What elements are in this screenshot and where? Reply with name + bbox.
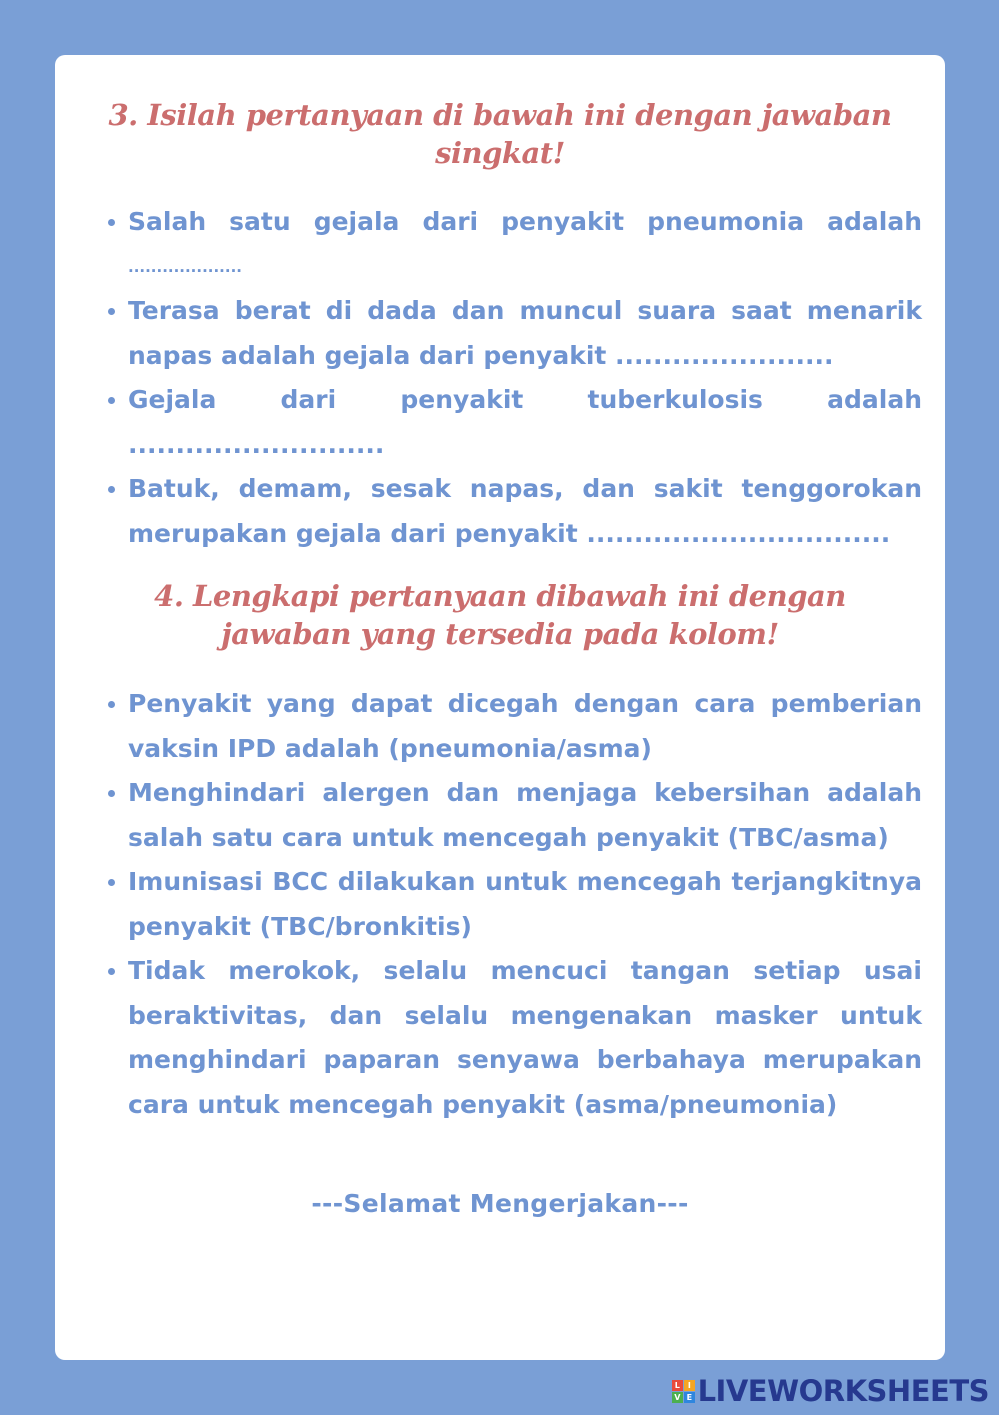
question-text: Terasa berat di dada dan muncul suara saat menarik [128,296,922,325]
question-text-with-blank[interactable]: merupakan gejala dari penyakit ................................ [128,518,891,548]
answer-blank[interactable]: .................... [128,257,242,276]
liveworksheets-brand [672,1374,989,1408]
question-text: beraktivitas, dan selalu mengenakan masker untuk [128,1000,922,1030]
question-item [128,289,922,378]
question-text: Penyakit yang dapat dicegah dengan cara pemberian [128,689,922,718]
section-4-question-list [105,682,922,1127]
section-4-heading-line-2: jawaban yang tersedia pada kolom! [221,617,779,651]
question-item [128,682,922,771]
worksheet-card [55,55,945,1360]
brand-text: LIVEWORKSHEETS [697,1374,989,1408]
question-text-with-choice[interactable]: cara untuk mencegah penyakit (asma/pneumonia) [128,1089,838,1119]
question-item [128,378,922,467]
question-text: menghindari paparan senyawa berbahaya merupakan [128,1045,922,1074]
question-item [128,860,922,949]
section-4-heading-line-1: 4. Lengkapi pertanyaan dibawah ini dengan [154,579,846,613]
question-text: Menghindari alergen dan menjaga kebersihan adalah [128,778,922,807]
question-text-with-choice[interactable]: salah satu cara untuk mencegah penyakit (TBC/asma) [128,822,889,852]
question-text: Salah satu gejala dari penyakit pneumonia adalah [128,207,922,236]
section-3-heading-line-1: 3. Isilah pertanyaan di bawah ini dengan jawaban [108,98,892,132]
section-4-heading [55,577,945,653]
question-text-with-choice[interactable]: penyakit (TBC/bronkitis) [128,911,472,941]
closing-message: ---Selamat Mengerjakan--- [311,1189,689,1218]
section-3-heading-line-2: singkat! [435,136,565,170]
question-item [128,200,922,289]
question-text: Tidak merokok, selalu mencuci tangan setiap usai [128,956,922,985]
question-text-with-blank[interactable]: Gejala dari penyakit tuberkulosis adalah ........................... [128,385,922,459]
liveworksheets-logo-icon [672,1380,695,1403]
logo-letter-e: E [684,1392,695,1403]
question-item [128,771,922,860]
section-3-heading [55,96,945,172]
question-text: Imunisasi BCC dilakukan untuk mencegah terjangkitnya [128,867,922,896]
section-3-question-list [105,200,922,556]
question-item [128,949,922,1127]
logo-letter-i: I [684,1380,695,1391]
logo-letter-l: L [672,1380,683,1391]
question-text-with-choice[interactable]: vaksin IPD adalah (pneumonia/asma) [128,733,652,763]
logo-letter-v: V [672,1392,683,1403]
question-text: Batuk, demam, sesak napas, dan sakit tenggorokan [128,474,922,503]
question-item [128,467,922,556]
question-text-with-blank[interactable]: napas adalah gejala dari penyakit ....................... [128,340,834,370]
